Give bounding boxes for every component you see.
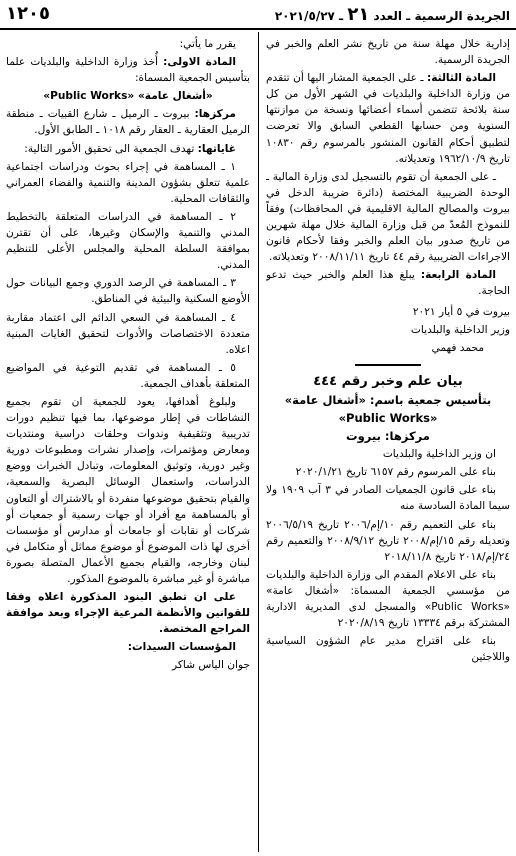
header-publication: الجريدة الرسمية ـ العدد bbox=[373, 9, 510, 23]
header-publication-info bbox=[275, 4, 510, 25]
notice-subtitle-latin: «Public Works» bbox=[338, 410, 438, 425]
goals-label: غاياتها: bbox=[197, 142, 236, 155]
article-label: المادة الاولى: bbox=[163, 56, 236, 69]
notice-title: بيان علم وخبر رقم ٤٤٤ bbox=[313, 373, 463, 389]
page-header bbox=[0, 0, 516, 30]
recital: بناء على المرسوم رقم ٦١٥٧ تاريخ ٢٠٢٠/١/٢١ bbox=[295, 466, 496, 479]
association-name: «أشغال عامة» «Public Works» bbox=[43, 90, 213, 103]
goal-item: ١ ـ المساهمة في إجراء بحوث ودراسات اجتماعية علمية تتعلق بشؤون المدينة والتنمية والفضاء العمراني والثقافات المحلية. bbox=[6, 160, 250, 205]
signature-date: بيروت في ٥ أيار ٢٠٢١ bbox=[412, 305, 510, 318]
right-column bbox=[266, 36, 510, 667]
headquarters-text: بيروت ـ الرميل ـ شارع القبيات ـ منطقة الرميل العقارية ـ العقار رقم ١٠١٨ ـ الطابق الأول. bbox=[6, 108, 250, 137]
decision-intro: يقرر ما يأتي: bbox=[179, 38, 236, 50]
paragraph: ان وزير الداخلية والبلديات bbox=[382, 448, 496, 461]
article-label: المادة الرابعة: bbox=[420, 269, 496, 282]
article-one bbox=[6, 54, 250, 86]
headquarters-label: مركزها: bbox=[194, 108, 236, 121]
means-paragraph: ولبلوغ أهدافها، يعود للجمعية ان تقوم بجميع النشاطات في إطار موضوعها، بما فيها تنظيم دورات تدريبية وتثقيفية وندوات وحلقات دراسية ومنتديات ومعارض ومؤتمرات، وإصدار نشرات ومطبوعات دورية وغير دورية، وتوثيق المعلومات، وتبادل الخبرات ووضع الدراسات، واستعمال الوسائل البصرية والسمعية، والقيام بتحقيق موضوعها منفردة أو بالاشتراك أو التعاون أو بالمساهمة مع أفراد أو جهات رسمية أو جمعيات أو شركات أو نقابات أو جامعات أو مدارس أو مؤسسات أخرى لها ذات الموضوع أو موضوع مماثل أو متكامل في لبنان وخارجه، والقيام بجميع الأعمال المتصلة بصورة مباشرة أو غير مباشرة بالموضوع المذكور. bbox=[6, 395, 250, 585]
article-three bbox=[266, 70, 510, 167]
paragraph: ـ على الجمعية أن تقوم بالتسجيل لدى وزارة المالية ـ الوحدة الضريبية المختصة (دائرة ضريبة الدخل في بيروت والمصالح المالية الاقليمية في المحافظات) وفقاً للنموذج المُعدّ من قبل وزارة المالية خلال مهلة شهرين من تاريخ صدور بيان العلم والخبر وفقا لأحكام قانون الاجراءات الضريبية رقم ٤٤ تاريخ ٢٠٠٨/١١/١١ وتعديلاته. bbox=[266, 170, 510, 264]
article-label: المادة الثالثة: bbox=[426, 72, 496, 85]
headquarters bbox=[6, 106, 250, 138]
notice-headquarters: مركزها: بيروت bbox=[346, 429, 430, 444]
goals bbox=[6, 141, 250, 157]
founders-label: المؤسسات السيدات: bbox=[127, 641, 236, 654]
recital: بناء على اقتراح مدير عام الشؤون السياسية واللاجئين bbox=[266, 635, 510, 664]
page-number: ١٢٠٥ bbox=[6, 3, 50, 24]
paragraph: إدارية خلال مهلة سنة من تاريخ نشر العلم والخبر في الجريدة الرسمية. bbox=[266, 38, 510, 67]
recital: بناء على التعميم رقم ١٠/إم/٢٠٠٦ تاريخ ٢٠٠٦/٥/١٩ وتعديله رقم ١٥/إم/٢٠٠٨ تاريخ ٢٠٠٨/٩/١٢ والتعميم رقم ٢٤/إم/٢٠١٨ تاريخ ٢٠١٨/١١/٨ bbox=[266, 518, 510, 563]
goal-item: ٣ ـ المساهمة في الرصد الدوري وجمع البيانات حول الأوضع السكنية والبيئية في المناطق. bbox=[6, 277, 250, 306]
goal-item: ٥ ـ المساهمة في تقديم التوعية في المواضيع المتعلقة بأهداف الجمعية. bbox=[6, 361, 250, 390]
signature-title: وزير الداخلية والبلديات bbox=[410, 323, 510, 336]
article-text: يبلغ هذا العلم والخبر حيث تدعو الحاجة. bbox=[266, 269, 510, 298]
recital: بناء على الاعلام المقدم الى وزارة الداخلية والبلديات من مؤسسي الجمعية المسماة: «أشغال عامة» «Public Works» والمسجل لدى المديرية الادارية المشتركة برقم ١٣٣٣٤ تاريخ ٢٠٢٠/٨/١٩ bbox=[266, 568, 510, 630]
signature-name: محمد فهمي bbox=[431, 341, 484, 354]
header-issue-number: ٢١ bbox=[347, 4, 370, 25]
article-four bbox=[266, 267, 510, 299]
founder-name: جوان الياس شاكر bbox=[172, 659, 250, 672]
goals-text: تهدف الجمعية الى تحقيق الأمور التالية: bbox=[24, 142, 198, 155]
goal-item: ٤ ـ المساهمة في السعي الدائم الى اعتماد مقاربة متعددة الاختصاصات والأدوات لتحقيق الغايات المبنية اعلاه. bbox=[6, 311, 250, 356]
article-text: أُخذ وزارة الداخلية والبلديات علما بتأسيس الجمعية المسماة: bbox=[6, 56, 250, 85]
recital: بناء على قانون الجمعيات الصادر في ٣ آب ١٩٠٩ ولا سيما المادة السادسة منه bbox=[266, 484, 510, 513]
column-divider bbox=[258, 32, 259, 852]
compliance-note: على ان تطبق البنود المذكورة اعلاه وفقا للقوانين والأنظمة المرعية الإجراء وبعد موافقة المراجع المختصة. bbox=[6, 591, 250, 636]
notice-subtitle: بتأسيس جمعية باسم: «أشغال عامة» bbox=[284, 392, 492, 407]
goal-item: ٢ ـ المساهمة في الدراسات المتعلقة بالتخطيط المدني والتنمية والإسكان وغيرها، على أن تقترن بموافقة السلطة المحلية والمجلس الأعلى للتنظيم المدني. bbox=[6, 210, 250, 272]
left-column bbox=[6, 36, 250, 676]
article-text: ـ على الجمعية المشار اليها أن تتقدم من وزارة الداخلية والبلديات في الشهر الأول من كل سنة بلائحة تتضمن أسماء أعضائها ونسخة من موازنتها السنوية ومن حسابها القطعي السابق والا تعرضت لتطبيق أحكام القانون المنشور بالمرسوم رقم ١٠٨٣٠ تاريخ ١٩٦٢/١٠/٩ وتعديلاته. bbox=[266, 72, 510, 165]
header-date: ـ ٢٠٢١/٥/٢٧ bbox=[274, 9, 344, 23]
section-divider bbox=[355, 364, 421, 366]
